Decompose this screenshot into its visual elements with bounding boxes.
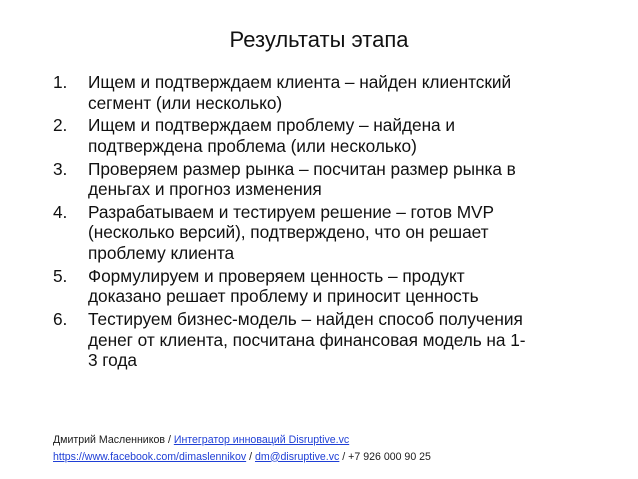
list-item-line: доказано решает проблему и приносит ценность [88,286,479,307]
slide-title: Результаты этапа [229,27,409,52]
list-item-line: Формулируем и проверяем ценность – продукт [88,265,465,286]
list-item-line: Ищем и подтверждаем клиента – найден клиентский [88,72,512,92]
list-item-line: подтверждена проблема (или несколько) [88,135,417,156]
list-item-3 [53,159,593,200]
list-item-text [88,72,593,113]
list-item-line: Проверяем размер рынка – посчитан размер рынка в [88,158,516,179]
separator: / [246,450,255,463]
list-item-6 [53,309,593,371]
list-item-line: (несколько версий), подтверждено, что он решает [88,222,489,243]
list-item-line: сегмент (или несколько) [88,92,283,113]
list-item-text [88,309,593,371]
phone-number: / +7 926 000 90 25 [339,450,431,463]
list-item-2 [53,115,593,156]
list-item-text [88,115,593,156]
facebook-link[interactable]: https://www.facebook.com/dimaslennikov [53,450,247,463]
separator: / [165,434,174,446]
list-item-line: Тестируем бизнес-модель – найден способ получения [88,309,523,329]
list-item-number: 3. [53,158,68,179]
list-item-text [88,202,593,264]
email-link[interactable]: dm@disruptive.vc [254,450,340,463]
list-item-number: 2. [53,115,68,136]
list-item-number: 1. [53,72,68,92]
list-item-number: 5. [53,265,68,286]
list-item-line: деньгах и прогноз изменения [88,179,322,200]
results-list [53,72,593,373]
footer-line-2 [53,449,613,466]
list-item-line: Ищем и подтверждаем проблему – найдена и [88,115,455,136]
company-link[interactable]: Интегратор инноваций Disruptive.vc [173,434,350,446]
list-item-number: 6. [53,309,68,329]
list-item-line: проблему клиента [88,243,235,264]
list-item-line: 3 года [88,350,137,371]
list-item-1 [53,72,593,113]
list-item-line: Разрабатываем и тестируем решение – готов MVP [88,201,495,222]
list-item-text [88,266,593,307]
footer-line-1 [53,432,613,449]
list-item-line: денег от клиента, посчитана финансовая модель на 1- [88,329,526,350]
list-item-text [88,159,593,200]
footer [53,432,613,465]
list-item-5 [53,266,593,307]
author-name: Дмитрий Масленников [53,434,165,446]
list-item-number: 4. [53,201,68,222]
list-item-4 [53,202,593,264]
